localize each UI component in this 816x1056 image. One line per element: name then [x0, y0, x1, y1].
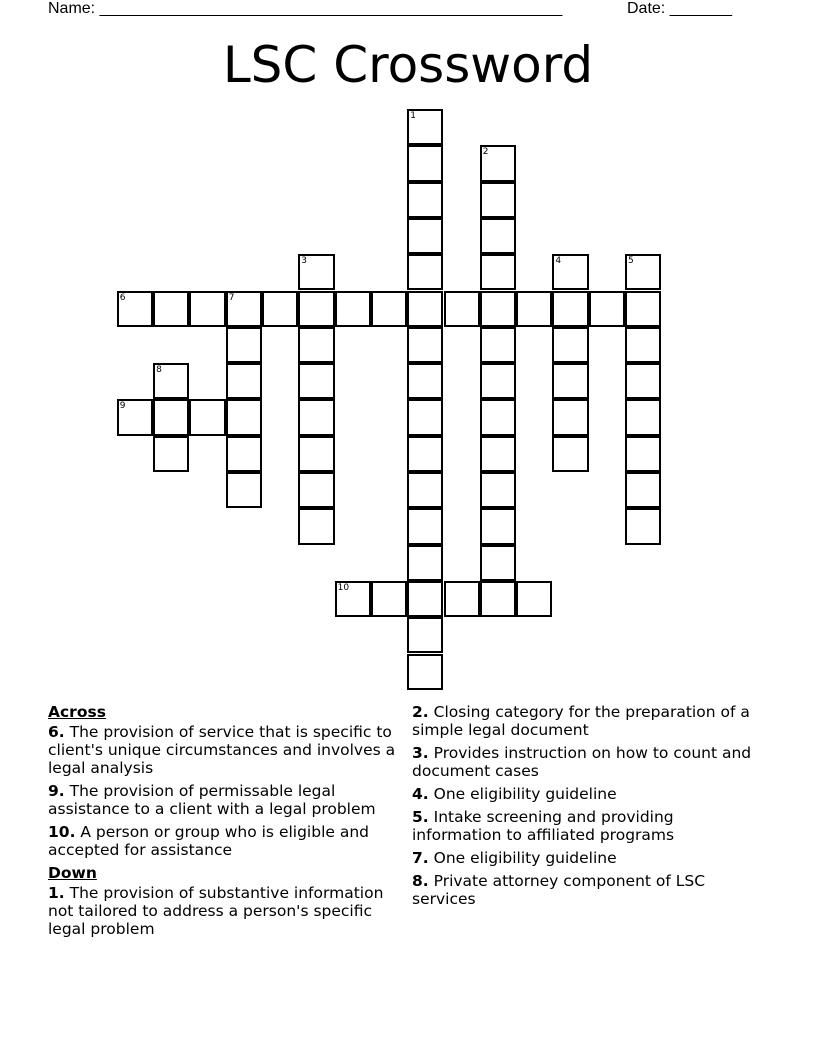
crossword-cell[interactable]: [625, 254, 661, 290]
clue-text: Intake screening and providing information to affiliated programs: [412, 808, 675, 844]
crossword-cell[interactable]: [335, 291, 371, 327]
cell-number: 9: [119, 401, 126, 412]
crossword-cell[interactable]: [226, 327, 262, 363]
cell-number: 1: [410, 111, 416, 121]
crossword-cell[interactable]: [335, 581, 371, 617]
crossword-cell[interactable]: [298, 363, 334, 399]
clue-number: 6.: [48, 723, 65, 741]
crossword-cell[interactable]: [407, 399, 443, 435]
clue-number: 7.: [412, 849, 429, 867]
crossword-cell[interactable]: [480, 363, 516, 399]
crossword-cell[interactable]: [407, 363, 443, 399]
crossword-cell[interactable]: [407, 145, 443, 181]
crossword-cell[interactable]: [407, 508, 443, 544]
crossword-cell[interactable]: [589, 291, 625, 327]
crossword-cell[interactable]: [371, 291, 407, 327]
crossword-cell[interactable]: [480, 291, 516, 327]
crossword-cell[interactable]: [153, 363, 189, 399]
crossword-cell[interactable]: [407, 254, 443, 290]
crossword-cell[interactable]: [153, 436, 189, 472]
crossword-cell[interactable]: [480, 327, 516, 363]
crossword-cell[interactable]: [407, 182, 443, 218]
name-field[interactable]: Name: ____________________________________________________: [48, 0, 563, 17]
clue-down-4: [412, 785, 768, 803]
clue-down-1: [48, 884, 408, 938]
clue-down-3: [412, 744, 768, 780]
crossword-cell[interactable]: [480, 254, 516, 290]
crossword-cell[interactable]: [625, 363, 661, 399]
crossword-cell[interactable]: [625, 327, 661, 363]
down-heading: Down: [48, 864, 97, 882]
crossword-cell[interactable]: [117, 291, 153, 327]
clues-right-column: [412, 703, 768, 913]
crossword-cell[interactable]: [480, 436, 516, 472]
clue-across-10: [48, 823, 408, 859]
clue-number: 5.: [412, 808, 429, 826]
clue-text: The provision of substantive information not tailored to address a person's specific legal problem: [48, 884, 384, 938]
crossword-cell[interactable]: [298, 254, 334, 290]
crossword-cell[interactable]: [407, 436, 443, 472]
clue-down-2: [412, 703, 768, 739]
clue-number: 8.: [412, 872, 429, 890]
cell-number: 4: [555, 256, 562, 267]
crossword-cell[interactable]: [480, 182, 516, 218]
date-field[interactable]: Date: _______: [627, 0, 732, 17]
across-heading: Across: [48, 703, 106, 721]
crossword-cell[interactable]: [117, 399, 153, 435]
crossword-cell[interactable]: [407, 617, 443, 653]
cell-number: 2: [482, 147, 489, 158]
crossword-cell[interactable]: [298, 436, 334, 472]
crossword-cell[interactable]: [625, 291, 661, 327]
cell-number: 8: [156, 365, 162, 376]
crossword-cell[interactable]: [407, 291, 443, 327]
clue-text: The provision of permissable legal assistance to a client with a legal problem: [48, 782, 376, 818]
page-title: LSC Crossword: [222, 36, 594, 94]
crossword-cell[interactable]: [625, 508, 661, 544]
clue-across-9: [48, 782, 408, 818]
clue-down-8: [412, 872, 768, 908]
clue-text: The provision of service that is specific to client's unique circumstances and involves a legal analysis: [48, 723, 396, 777]
cell-number: 7: [228, 292, 235, 303]
clues-left-column: [48, 703, 408, 943]
clue-text: Closing category for the preparation of a simple legal document: [412, 703, 750, 739]
crossword-cell[interactable]: [625, 472, 661, 508]
crossword-cell[interactable]: [407, 218, 443, 254]
crossword-cell[interactable]: [407, 545, 443, 581]
clue-text: Private attorney component of LSC services: [412, 872, 706, 908]
crossword-cell[interactable]: [298, 291, 334, 327]
crossword-cell[interactable]: [625, 436, 661, 472]
clue-number: 2.: [412, 703, 429, 721]
crossword-cell[interactable]: [371, 581, 407, 617]
crossword-cell[interactable]: [298, 472, 334, 508]
clue-down-5: [412, 808, 768, 844]
cell-number: 5: [628, 256, 634, 267]
crossword-cell[interactable]: [625, 399, 661, 435]
crossword-cell[interactable]: [153, 399, 189, 435]
crossword-cell[interactable]: [262, 291, 298, 327]
crossword-cell[interactable]: [552, 291, 588, 327]
crossword-cell[interactable]: [226, 363, 262, 399]
clue-number: 1.: [48, 884, 65, 902]
crossword-cell[interactable]: [552, 327, 588, 363]
crossword-cell[interactable]: [407, 327, 443, 363]
clue-down-7: [412, 849, 768, 867]
cell-number: 6: [119, 292, 126, 303]
crossword-cell[interactable]: [407, 654, 443, 690]
crossword-cell[interactable]: [552, 399, 588, 435]
crossword-cell[interactable]: [407, 109, 443, 145]
crossword-cell[interactable]: [226, 472, 262, 508]
crossword-cell[interactable]: [189, 291, 225, 327]
clue-text: One eligibility guideline: [433, 849, 617, 867]
crossword-cell[interactable]: [407, 472, 443, 508]
crossword-cell[interactable]: [153, 291, 189, 327]
crossword-cell[interactable]: [226, 436, 262, 472]
crossword-cell[interactable]: [298, 399, 334, 435]
crossword-cell[interactable]: [552, 436, 588, 472]
crossword-cell[interactable]: [552, 363, 588, 399]
clue-text: Provides instruction on how to count and document cases: [412, 744, 752, 780]
crossword-cell[interactable]: [189, 399, 225, 435]
crossword-cell[interactable]: [480, 399, 516, 435]
crossword-cell[interactable]: [480, 545, 516, 581]
clue-text: A person or group who is eligible and accepted for assistance: [48, 823, 370, 859]
crossword-cell[interactable]: [480, 145, 516, 181]
crossword-cell[interactable]: [407, 581, 443, 617]
crossword-cell[interactable]: [226, 291, 262, 327]
cell-number: 3: [301, 256, 308, 267]
clue-number: 9.: [48, 782, 65, 800]
clue-across-6: [48, 723, 408, 777]
crossword-cell[interactable]: [552, 254, 588, 290]
crossword-cell[interactable]: [444, 291, 480, 327]
crossword-cell[interactable]: [298, 508, 334, 544]
crossword-cell[interactable]: [480, 218, 516, 254]
crossword-cell[interactable]: [298, 327, 334, 363]
clue-number: 3.: [412, 744, 429, 762]
crossword-cell[interactable]: [516, 581, 552, 617]
crossword-cell[interactable]: [480, 581, 516, 617]
crossword-cell[interactable]: [480, 472, 516, 508]
clue-number: 10.: [48, 823, 76, 841]
crossword-cell[interactable]: [480, 508, 516, 544]
crossword-cell[interactable]: [226, 399, 262, 435]
clue-number: 4.: [412, 785, 429, 803]
crossword-cell[interactable]: [516, 291, 552, 327]
clue-text: One eligibility guideline: [433, 785, 617, 803]
crossword-cell[interactable]: [444, 581, 480, 617]
cell-number: 10: [337, 582, 350, 593]
